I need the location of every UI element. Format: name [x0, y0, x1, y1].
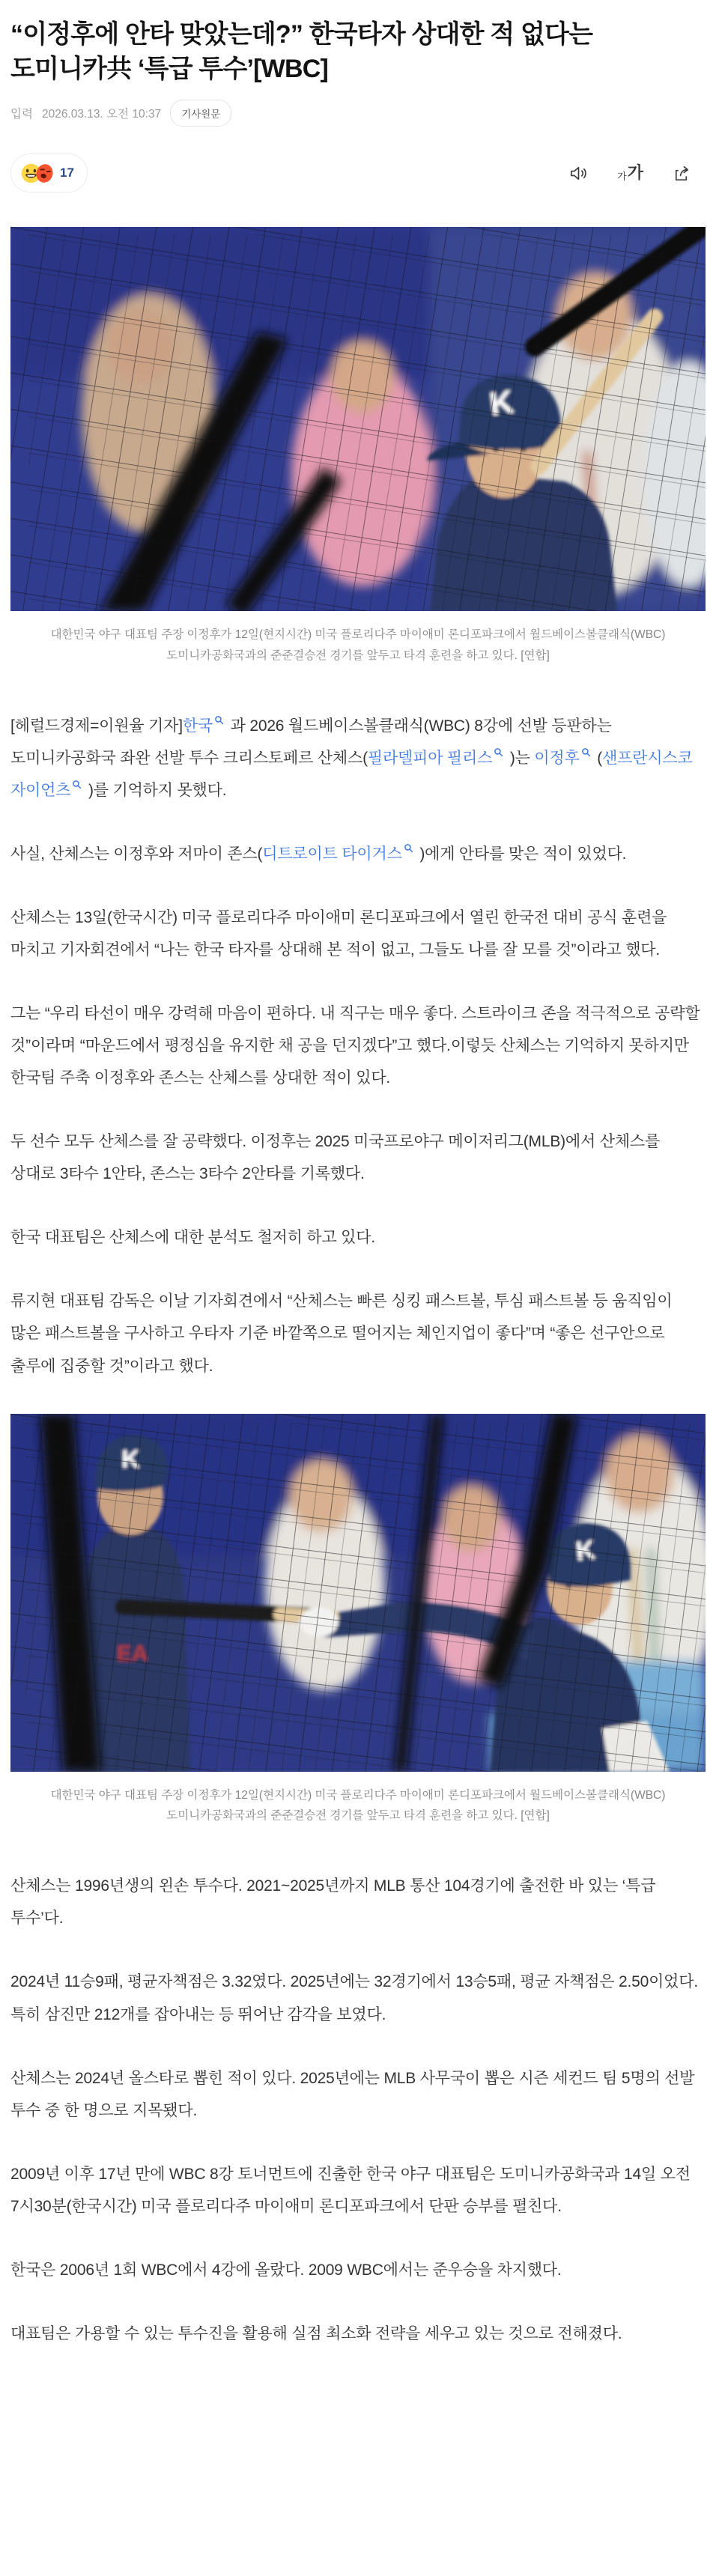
inline-entity-link[interactable]: 디트로이트 타이거스 — [262, 845, 415, 863]
published-label: 입력 — [10, 108, 33, 121]
article-photo-1[interactable] — [10, 227, 706, 611]
article-paragraph — [10, 902, 706, 966]
paragraph-text: 그는 “우리 타선이 매우 강력해 마음이 편하다. 내 직구는 매우 좋다. 스트라이크 존을 적극적으로 공략할 것”이라며 “마운드에서 평정심을 유지한 채 공을 던지겠다”고 했다.이렇듯 산체스는 기억하지 못하지만 한국팀 주축 이정후와 존스는 산체스를 상대한 적이 있다. — [10, 1005, 700, 1087]
speaker-icon — [568, 163, 589, 183]
paragraph-text: 산체스는 13일(한국시간) 미국 플로리다주 마이애미 론디포파크에서 열린 한국전 대비 공식 훈련을 마치고 기자회견에서 “나는 한국 타자를 상대해 본 적이 없고, 그들도 나를 잘 모를 것”이라고 했다. — [10, 909, 667, 959]
article-body-part-2 — [10, 1870, 706, 2349]
search-icon[interactable] — [581, 747, 591, 757]
paragraph-text: )에게 안타를 맞은 적이 있었다. — [415, 845, 627, 863]
article-body-part-1 — [10, 710, 706, 1382]
paragraph-text: )는 — [506, 749, 535, 767]
article-tools — [568, 163, 692, 183]
paragraph-text: 산체스는 1996년생의 왼손 투수다. 2021~2025년까지 MLB 통산 104경기에 출전한 바 있는 ‘특급 투수’다. — [10, 1877, 656, 1928]
paragraph-text: 한국은 2006년 1회 WBC에서 4강에 올랐다. 2009 WBC에서는 준우승을 차지했다. — [10, 2261, 562, 2279]
search-icon[interactable] — [72, 780, 82, 789]
article-paragraph — [10, 1870, 706, 1934]
search-icon[interactable] — [494, 747, 503, 757]
article-paragraph — [10, 1126, 706, 1190]
page-title: “이정후에 안타 맞았는데?” 한국타자 상대한 적 없다는 도미니카共 ‘특급 투수’[WBC] — [10, 20, 593, 83]
reaction-pill[interactable] — [10, 154, 88, 192]
tts-listen-button[interactable] — [568, 163, 589, 183]
published-datetime: 2026.03.13. 오전 10:37 — [41, 108, 162, 121]
article-paragraph — [10, 1285, 706, 1382]
inline-entity-link[interactable]: 이정후 — [534, 750, 592, 767]
figure-caption-2: 대한민국 야구 대표팀 주장 이정후가 12일(현지시간) 미국 플로리다주 마이애미 론디포파크에서 월드베이스볼클래식(WBC) 도미니카공화국과의 준준결승전 경기를 앞두고 타격 훈련을 하고 있다. [연합] — [50, 1788, 666, 1823]
inline-entity-link[interactable]: 한국 — [183, 717, 226, 735]
action-row — [10, 154, 706, 192]
paragraph-text: 한국 대표팀은 산체스에 대한 분석도 철저히 하고 있다. — [10, 1229, 375, 1247]
paragraph-text: )를 기억하지 못했다. — [84, 781, 227, 799]
font-size-small-label: 가 — [617, 171, 627, 183]
article-paragraph — [10, 1221, 706, 1254]
search-icon[interactable] — [404, 843, 413, 853]
font-size-button[interactable] — [617, 165, 643, 181]
article-figure-2 — [10, 1414, 706, 1827]
article-figure-1 — [10, 227, 706, 666]
paragraph-text: 2009년 이후 17년 만에 WBC 8강 토너먼트에 진출한 한국 야구 대표팀은 도미니카공화국과 14일 오전 7시30분(한국시간) 미국 플로리다주 마이애미 론디포파크에서 단판 승부를 펼친다. — [10, 2165, 691, 2215]
paragraph-text: 과 2026 월드베이스볼클래식(WBC) 8강에 선발 등판하는 도미니카공화국 좌완 선발 투수 크리스토페르 산체스( — [10, 717, 612, 767]
paragraph-text: 사실, 산체스는 이정후와 저마이 존스( — [10, 845, 263, 863]
paragraph-text: [헤럴드경제=이원율 기자] — [10, 717, 183, 735]
paragraph-text: 류지현 대표팀 감독은 이날 기자회견에서 “산체스는 빠른 싱킹 패스트볼, 투심 패스트볼 등 움직임이 많은 패스트볼을 구사하고 우타자 기준 바깥쪽으로 떨어지는 체인지업이 좋다”며 “좋은 선구안으로 출루에 집중할 것”이라고 했다. — [10, 1292, 673, 1375]
article-paragraph — [10, 1966, 706, 2030]
figure-caption-1: 대한민국 야구 대표팀 주장 이정후가 12일(현지시간) 미국 플로리다주 마이애미 론디포파크에서 월드베이스볼클래식(WBC) 도미니카공화국과의 준준결승전 경기를 앞두고 타격 훈련을 하고 있다. [연합] — [50, 628, 666, 662]
inline-entity-link[interactable]: 샌프란시스코 자이언츠 — [10, 749, 693, 799]
paragraph-text: 대표팀은 가용할 수 있는 투수진을 활용해 실점 최소화 전략을 세우고 있는 것으로 전해졌다. — [10, 2324, 622, 2342]
reaction-count: 17 — [60, 165, 74, 180]
paragraph-text: ( — [592, 749, 603, 767]
original-article-button[interactable]: 기사원문 — [170, 100, 231, 127]
font-size-large-label: 가 — [627, 163, 643, 183]
article-paragraph — [10, 710, 706, 806]
paragraph-text: 2024년 11승9패, 평균자책점은 3.32였다. 2025년에는 32경기에서 13승5패, 평균 자책점은 2.50이었다. 특히 삼진만 212개를 잡아내는 등 뛰어난 감각을 보였다. — [10, 1973, 698, 2023]
paragraph-text: 산체스는 2024년 올스타로 뽑힌 적이 있다. 2025년에는 MLB 사무국이 뽑은 시즌 세컨드 팀 5명의 선발 투수 중 한 명으로 지목됐다. — [10, 2069, 695, 2119]
article-photo-2[interactable] — [10, 1414, 706, 1772]
angry-emoji-icon — [34, 163, 55, 183]
article-paragraph — [10, 2062, 706, 2127]
share-icon — [672, 163, 692, 183]
paragraph-text: 두 선수 모두 산체스를 잘 공략했다. 이정후는 2025 미국프로야구 메이저리그(MLB)에서 산체스를 상대로 3타수 1안타, 존스는 3타수 2안타를 기록했다. — [10, 1133, 661, 1183]
search-icon[interactable] — [214, 715, 224, 725]
article-meta — [10, 100, 706, 127]
article-paragraph — [10, 997, 706, 1094]
article-paragraph — [10, 2318, 706, 2350]
article-paragraph — [10, 2158, 706, 2223]
article-paragraph — [10, 838, 706, 870]
share-button[interactable] — [672, 163, 692, 183]
article-paragraph — [10, 2254, 706, 2286]
inline-entity-link[interactable]: 필라델피아 필리스 — [368, 750, 506, 767]
